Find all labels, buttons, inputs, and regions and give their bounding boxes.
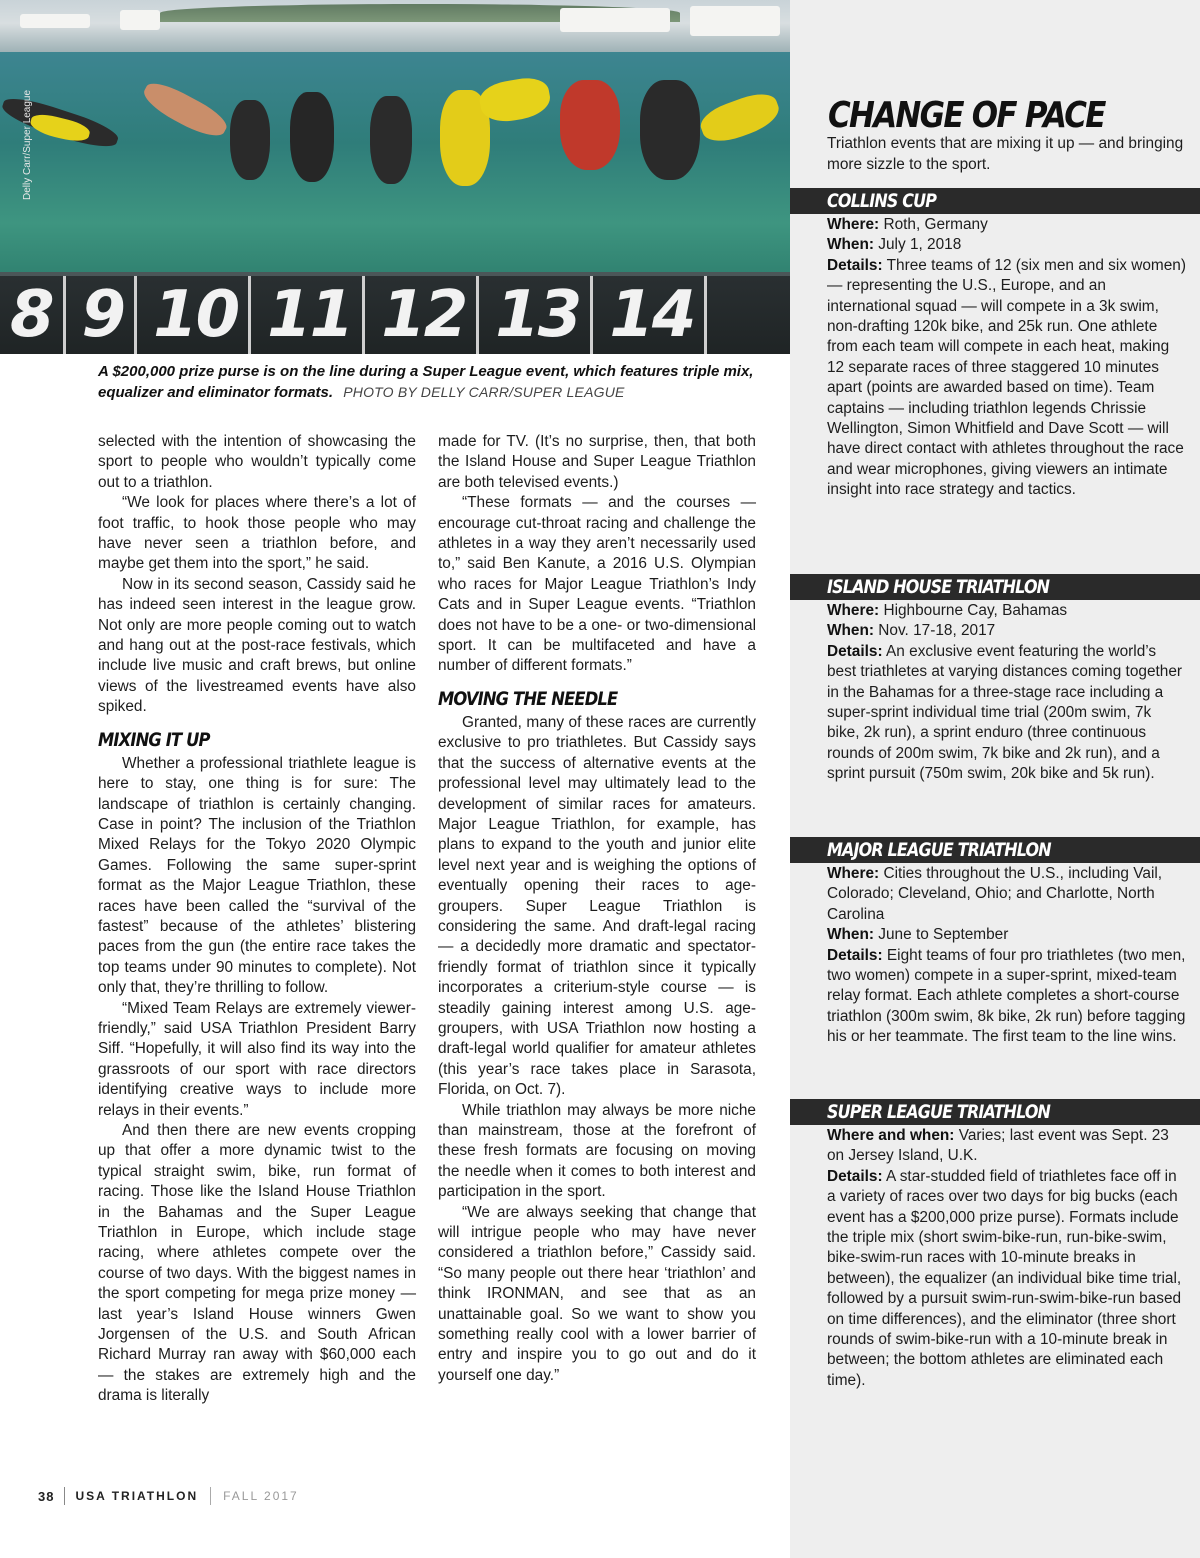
paragraph: Granted, many of these races are currently exclusive to pro triathletes. But Cassidy says that the success of alternative events at the professional level may ultimately lead to the development of similar races for amateurs. Major League Triathlon, for example, has plans to expand to the youth and junior elite level next year and is weighing the options of eventually opening their races to age-groupers. Super League Triathlon is considering the same. And draft-legal racing — a decidedly more dramatic and spectator-friendly format of triathlon since it typically incorporates a criterium-style course — is steadily gaining interest among U.S. age-groupers, with USA Triathlon now hosting a draft-legal world qualifier for amateur athletes (this year’s race takes place in Sarasota, Florida, on Oct. 7). [438, 713, 756, 1099]
section-title: ISLAND HOUSE TRIATHLON [827, 576, 1050, 598]
lane-number: 12 [371, 276, 479, 354]
where-label: Where: [827, 216, 880, 233]
lane-number: 8 [0, 276, 66, 354]
paragraph: selected with the intention of showcasing the sport to people who wouldn’t typically come out to a triathlon. [98, 433, 416, 491]
lane-number: 10 [143, 276, 251, 354]
where-value: Highbourne Cay, Bahamas [883, 602, 1068, 619]
paragraph: “These formats — and the courses — encourage cut-throat racing and challenge the athletes in a way they aren’t necessarily used to,” said Ben Kanute, a 2016 U.S. Olympian who races for Major League Triathlon’s Indy Cats and in Super League events. “Triathlon does not have to be a one- or two-dimensional sport. It can be multifaceted and have a number of different formats.” [438, 494, 756, 675]
paragraph: Now in its second season, Cassidy said he has indeed seen interest in the league grow. Not only are more people coming out to watch and hang out at the post-race festivals, which include live music and craft brews, but online views of the livestreamed events have also spiked. [98, 575, 416, 716]
footer-divider [64, 1487, 65, 1505]
lane-number: 14 [599, 276, 707, 354]
section-bar [790, 837, 1200, 863]
issue-label: FALL 2017 [223, 1489, 299, 1503]
when-value: June to September [878, 926, 1009, 944]
boat [690, 6, 780, 36]
where-when-value: Varies; last event was Sept. 23 on Jersey Island, U.K. [827, 1127, 1169, 1165]
magazine-name: USA TRIATHLON [75, 1489, 199, 1503]
photo-credit-vertical: Delly Carr/Super League [22, 89, 33, 200]
sidebar-section-island-house [790, 574, 1200, 785]
when-label: When: [827, 622, 875, 640]
details-label: Details: [827, 946, 883, 964]
athlete [560, 80, 620, 170]
details-label: Details: [827, 642, 883, 660]
section-body [790, 1125, 1200, 1391]
sidebar-change-of-pace [790, 0, 1200, 1558]
where-label: Where: [827, 865, 880, 882]
footer-divider [210, 1487, 211, 1505]
paragraph: “Mixed Team Relays are extremely viewer-friendly,” said USA Triathlon President Barry Siff. “Hopefully, it will also find its way into the grassroots of our sport with race directors identifying creative ways to include more relays in their events.” [98, 999, 416, 1119]
article-column-middle [438, 432, 756, 1386]
details-value: Eight teams of four pro triathletes (two men, two women) compete in a super-sprint, mixed-team relay format. Each athlete completes a short-course triathlon (300m swim, 8k bike, 2k run) before tagging his or her teammate. The first team to the line wins. [827, 946, 1186, 1046]
where-when-label: Where and when: [827, 1127, 955, 1144]
athlete [640, 80, 700, 180]
boat [560, 8, 670, 32]
boat [120, 10, 160, 30]
when-value: Nov. 17-18, 2017 [878, 622, 996, 640]
section-bar [790, 1099, 1200, 1125]
lane-number: 13 [485, 276, 593, 354]
section-bar [790, 188, 1200, 214]
paragraph: While triathlon may always be more niche than mainstream, those at the forefront of these fresh formats are focusing on moving the needle when it comes to both interest and participation in the sport. [438, 1101, 756, 1201]
lane-numbers [0, 276, 790, 354]
page-number: 38 [38, 1488, 55, 1504]
page-footer [38, 1486, 299, 1506]
when-label: When: [827, 926, 875, 944]
section-body [790, 600, 1200, 785]
section-bar [790, 574, 1200, 600]
where-value: Roth, Germany [883, 216, 988, 233]
paragraph: Whether a professional triathlete league is here to stay, one thing is for sure: The landscape of triathlon is certainly changing. Case in point? The inclusion of the Triathlon Mixed Relays for the Tokyo 2020 Olympic Games. Following the same super-sprint format as the Major League Triathlon, these races have been called the “survival of the fastest” because of the athletes’ blistering paces from the gun (the entire race takes the top teams under 90 minutes to complete). Not only that, they’re thrilling to follow. [98, 754, 416, 997]
section-title: MAJOR LEAGUE TRIATHLON [827, 839, 1051, 861]
athlete [290, 92, 334, 182]
caption-text: A $200,000 prize purse is on the line during a Super League event, which features triple mix, equalizer and eliminator formats. [98, 363, 754, 401]
where-label: Where: [827, 602, 880, 619]
paragraph: And then there are new events cropping up that offer a more dynamic twist to the typical straight swim, bike, run format of racing. Those like the Island House Triathlon in the Bahamas and the Super League Triathlon in Europe, which include stage racing, where athletes compete over the course of two days. With the biggest names in the sport competing for mega prize money — last year’s Island House winners Gwen Jorgensen of the U.S. and South African Richard Murray ran away with $60,000 each — the stakes are extremely high and the drama is literally [98, 1122, 416, 1405]
photo-caption [98, 361, 758, 403]
when-value: July 1, 2018 [878, 236, 962, 254]
details-label: Details: [827, 1167, 883, 1185]
details-label: Details: [827, 256, 883, 274]
athlete [370, 96, 412, 184]
paragraph: “We are always seeking that change that will intrigue people who may have never considered a triathlon before,” Cassidy said. “So many people out there hear ‘triathlon’ and think IRONMAN, and see that as an unattainable goal. So we want to show you something really cool with a lower barrier of entry and inspire you to go out and do it yourself one day.” [438, 1203, 756, 1384]
section-body [790, 863, 1200, 1048]
paragraph: “We look for places where there’s a lot of foot traffic, to hook those people who may have never seen a triathlon before, and maybe get them into the sport,” he said. [98, 494, 416, 573]
sidebar-section-collins-cup [790, 188, 1200, 501]
sidebar-section-major-league [790, 837, 1200, 1048]
when-label: When: [827, 236, 875, 254]
section-body [790, 214, 1200, 501]
section-heading: MIXING IT UP [98, 728, 210, 751]
details-value: Three teams of 12 (six men and six women) — representing the U.S., Europe, and an international squad — will compete in a 3k swim, non-drafting 120k bike, and 25k run. One athlete from each team will compete in each heat, making 12 separate races of three staggered 10 minutes apart (points are awarded based on time). Team captains — including triathlon legends Chrissie Wellington, Simon Whitfield and Dave Scott — will have direct contact with athletes throughout the race and wear microphones, giving viewers an intimate insight into race strategy and tactics. [827, 256, 1186, 499]
sidebar-title: CHANGE OF PACE [828, 95, 1105, 136]
details-value: A star-studded field of triathletes face off in a variety of races over two days for big bucks (each event has a $200,000 prize purse). Formats include the triple mix (short swim-bike-run, run-bike-swim, bike-swim-run races with 10-minute breaks in between), the equalizer (an individual bike time trial, followed by a pursuit swim-run-swim-bike-run based on time differences), and the eliminator (three short rounds of swim-bike-run with a 10-minute break in between; the bottom athletes are eliminated each time). [827, 1167, 1182, 1389]
sidebar-subtitle: Triathlon events that are mixing it up — and bringing more sizzle to the sport. [827, 135, 1184, 173]
paragraph: made for TV. (It’s no surprise, then, that both the Island House and Super League Triathlon are both televised events.) [438, 433, 756, 491]
details-value: An exclusive event featuring the world’s best triathletes at varying distances coming together in the Bahamas for a three-stage race including a super-sprint individual time trial (200m swim, 7k bike, 2k run), a sprint enduro (three continuous rounds of 200m swim, 7k bike and 2k run), and a sprint pursuit (750m swim, 20k bike and 5k run). [827, 642, 1183, 783]
lane-number: 11 [257, 276, 365, 354]
section-title: SUPER LEAGUE TRIATHLON [827, 1101, 1051, 1123]
caption-credit: PHOTO BY DELLY CARR/SUPER LEAGUE [343, 384, 625, 400]
lane-number: 9 [72, 276, 138, 354]
hero-photo [0, 0, 790, 354]
boat [20, 14, 90, 28]
where-value: Cities throughout the U.S., including Vail, Colorado; Cleveland, Ohio; and Charlotte, North Carolina [827, 865, 1163, 923]
section-heading: MOVING THE NEEDLE [438, 687, 618, 710]
sidebar-section-super-league [790, 1099, 1200, 1391]
article-column-left [98, 432, 416, 1407]
athlete [230, 100, 270, 180]
section-title: COLLINS CUP [827, 190, 937, 212]
